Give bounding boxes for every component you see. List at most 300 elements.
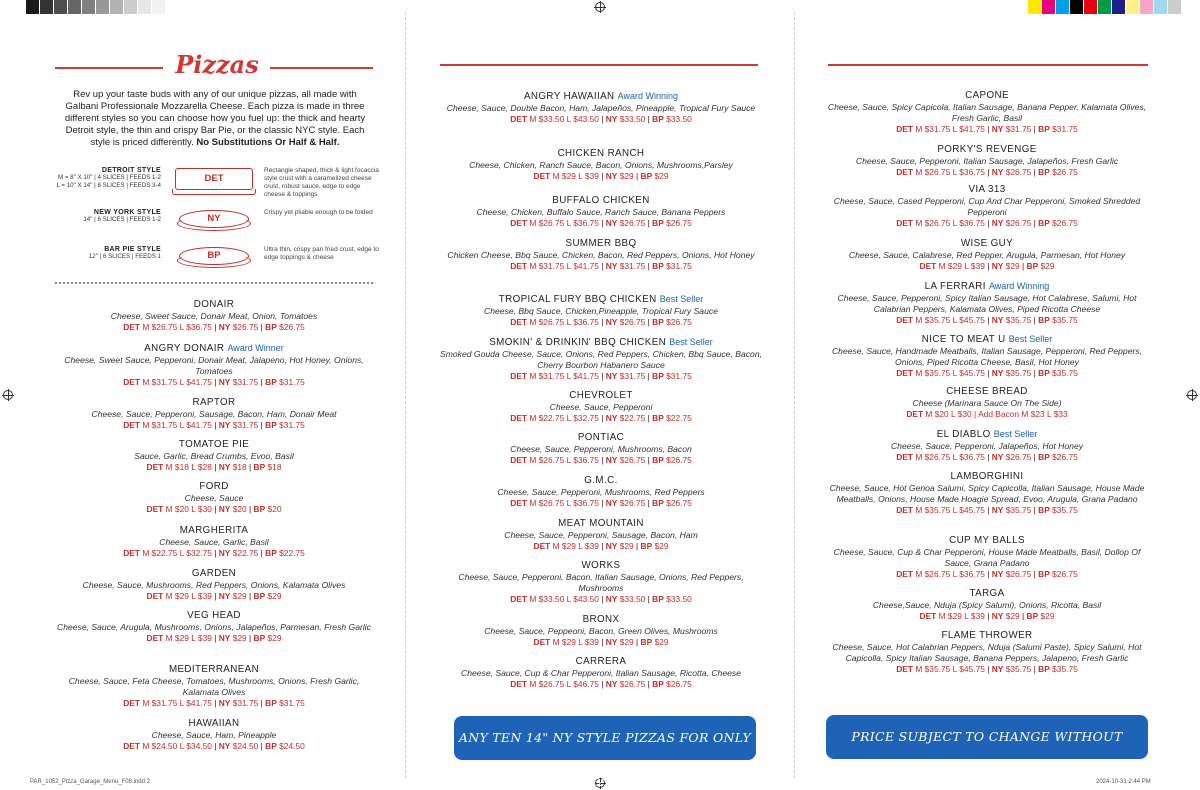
price-value: $24.50 [232, 741, 259, 751]
item-title: WORKS [581, 560, 621, 571]
price-label: NY [605, 218, 618, 228]
size-label: L [179, 420, 184, 430]
price-separator: | [984, 261, 992, 271]
price-value: $26.75 [1052, 569, 1078, 579]
menu-item [440, 195, 762, 229]
item-name [826, 471, 1148, 483]
price-label: DET [896, 664, 913, 674]
color-bar-left [26, 0, 180, 14]
size-label: M [915, 218, 923, 228]
price-label: BP [265, 698, 277, 708]
item-prices [826, 409, 1148, 420]
item-name [440, 90, 762, 103]
size-label: M [529, 261, 537, 271]
price-value: $23 [1030, 409, 1045, 419]
style-desc: Rectangle shaped, thick & light focaccia style crust with a caramelized cheese crust, robust sauce, edge to edge cheese & toppings [264, 167, 379, 198]
item-name [826, 144, 1148, 156]
style-size: 12" | 6 SLICES | FEEDS 1 [88, 253, 161, 260]
price-label: NY [605, 455, 618, 465]
style-label [31, 246, 161, 261]
size-label: L [952, 167, 957, 177]
price-value: $41.75 [573, 371, 599, 381]
price-label: DET [123, 548, 140, 558]
price-label: DET [510, 413, 527, 423]
size-label: L [566, 371, 571, 381]
size-label: M [165, 504, 173, 514]
price-value: $22.75 [151, 548, 178, 558]
size-label: M [915, 452, 923, 462]
price-value: $31.75 [1005, 124, 1032, 134]
price-value: $35.75 [1052, 664, 1078, 674]
menu-item [440, 432, 762, 466]
item-title: DONAIR [193, 299, 235, 310]
price-value: $36.75 [959, 167, 985, 177]
price-value: $29 [619, 171, 634, 181]
item-prices [440, 413, 762, 424]
size-label: M [142, 741, 150, 751]
price-label: BP [253, 591, 266, 601]
item-title: BUFFALO CHICKEN [552, 195, 650, 206]
item-title: CAPONE [965, 90, 1009, 101]
menu-item [440, 390, 762, 424]
item-prices [440, 114, 762, 125]
price-label: NY [605, 637, 618, 647]
price-separator: | [645, 594, 653, 604]
menu-item [55, 397, 373, 431]
item-prices [55, 462, 373, 473]
item-name [826, 630, 1148, 642]
item-description: Cheese, Sauce, Pepperoni, Italian Sausage, Jalapeños, Fresh Garlic [855, 156, 1119, 166]
size-label: M [529, 455, 537, 465]
size-label: M [552, 541, 560, 551]
item-description: Cheese, Sweet Sauce, Donair Meat, Onion, Tomatoes [110, 311, 318, 321]
price-value: $31.75 [666, 261, 692, 271]
size-label: L [952, 368, 957, 378]
price-separator: | [598, 541, 606, 551]
color-swatch [110, 0, 124, 14]
price-label: BP [1038, 124, 1050, 134]
price-value: $31.75 [619, 371, 646, 381]
price-value: $29 [174, 591, 189, 601]
price-label: BP [1038, 368, 1050, 378]
item-description: Cheese, Sauce, Hot Genoa Salumi, Spicy Capicolla, Italian Sausage, House Made Meatballs, Onions, House Made Hoagie Spread, Evoo, Arugula, Grana Padano [829, 483, 1145, 504]
menu-item [826, 184, 1148, 229]
price-value: $26.75 [538, 679, 565, 689]
item-prices [440, 498, 762, 509]
menu-item [440, 614, 762, 648]
price-value: $35.75 [1005, 664, 1032, 674]
style-label [31, 167, 161, 190]
price-separator: | [1031, 218, 1039, 228]
price-value: $26.75 [538, 498, 565, 508]
item-description: Cheese,Sauce, Nduja (Spicy Salumi), Onions, Ricotta, Basil [872, 600, 1102, 610]
price-value: $29 [619, 541, 634, 551]
size-label: L [578, 171, 583, 181]
price-value: $26.75 [619, 218, 646, 228]
menu-item [55, 481, 373, 515]
price-value: $26.75 [279, 322, 305, 332]
bar-pie-icon: BP [179, 247, 249, 265]
price-label: BP [640, 171, 653, 181]
style-detroit [45, 167, 379, 201]
size-label: L [191, 462, 196, 472]
detroit-pan-icon: DET [175, 168, 253, 190]
menu-item [826, 471, 1148, 516]
item-name [826, 535, 1148, 547]
size-label: M [529, 413, 537, 423]
price-value: $22.75 [619, 413, 646, 423]
price-label: DET [123, 322, 140, 332]
size-label: M [165, 591, 173, 601]
size-label: L [566, 455, 571, 465]
price-label: DET [896, 452, 913, 462]
color-bar-right [1028, 0, 1182, 14]
intro-bold: No Substitutions Or Half & Half. [196, 137, 340, 148]
price-label: NY [605, 371, 618, 381]
price-label: BP [640, 637, 653, 647]
size-label: L [1047, 409, 1052, 419]
item-title: LAMBORGHINI [950, 471, 1024, 482]
price-value: $36.75 [186, 322, 212, 332]
price-separator: | [645, 498, 653, 508]
item-name [55, 525, 373, 537]
size-label: L [179, 548, 184, 558]
menu-item [440, 238, 762, 272]
price-value: $29 [947, 611, 962, 621]
price-value: $39 [584, 171, 599, 181]
item-description: Sauce, Garlic, Bread Crumbs, Evoo, Basil [134, 451, 294, 461]
price-label: NY [605, 114, 618, 124]
price-label: NY [605, 498, 618, 508]
registration-mark-icon [1187, 390, 1197, 400]
price-value: $31.75 [538, 371, 565, 381]
price-separator: | [984, 124, 992, 134]
item-prices [440, 171, 762, 182]
size-label: L [952, 218, 957, 228]
price-value: $26.75 [924, 167, 951, 177]
size-label: L [179, 741, 184, 751]
price-separator: | [1019, 261, 1027, 271]
item-description: Cheese, Sauce, Handmade Meatballs, Italian Sausage, Pepperoni, Red Peppers, Onions, Piped Ricotta Cheese, Basil, Hot Honey [831, 346, 1143, 367]
price-value: $33.50 [538, 114, 565, 124]
item-prices [440, 455, 762, 466]
size-label: M [529, 498, 537, 508]
item-description: Cheese, Sauce, Ham, Pineapple [151, 730, 277, 740]
size-label: L [566, 413, 571, 423]
price-value: $26.75 [666, 679, 692, 689]
price-value: $39 [584, 541, 599, 551]
price-separator: | [598, 455, 606, 465]
price-value: $20 [934, 409, 949, 419]
item-name [440, 656, 762, 668]
item-title: FORD [199, 481, 229, 492]
price-separator: | [598, 413, 606, 423]
price-separator: | [645, 455, 653, 465]
color-swatch [96, 0, 110, 14]
item-prices [55, 322, 373, 333]
price-label: NY [991, 167, 1004, 177]
item-description: Cheese, Sauce, Pepperoni, Mushrooms, Bacon [510, 444, 692, 454]
price-value: $26.75 [924, 569, 951, 579]
menu-item [55, 299, 373, 333]
menu-item [826, 144, 1148, 178]
price-label: DET [896, 315, 913, 325]
size-label: L [952, 505, 957, 515]
price-value: $31.75 [1052, 124, 1078, 134]
size-label: L [566, 218, 571, 228]
size-label: L [578, 637, 583, 647]
price-separator: | [1031, 505, 1039, 515]
item-prices [826, 218, 1148, 229]
item-name [440, 336, 762, 349]
size-label: L [179, 322, 184, 332]
size-label: M [142, 377, 150, 387]
price-value: $41.75 [186, 698, 212, 708]
price-value: $26.75 [619, 317, 646, 327]
price-label: BP [265, 377, 277, 387]
item-description: Cheese, Sauce, Cased Pepperoni, Cup And Char Pepperoni, Smoked Shredded Pepperoni [833, 196, 1141, 217]
size-label: L [964, 611, 969, 621]
price-separator: | [211, 462, 219, 472]
color-swatch [1028, 0, 1042, 14]
intro-body: Rev up your taste buds with any of our unique pizzas, all made with Galbani Professionale Mozzarella Cheese. Each pizza is made in three different styles so you can choose how you fuel up: the thick and hearty Detroit style, the thin and crispy Bar Pie, or the classic NYC style. Each style is priced differently. [64, 89, 366, 148]
price-separator: | [1031, 167, 1039, 177]
color-swatch [1112, 0, 1126, 14]
price-value: $32.75 [186, 548, 212, 558]
color-swatch [26, 0, 40, 14]
item-title: TARGA [969, 588, 1005, 599]
item-name [826, 386, 1148, 398]
item-name [440, 148, 762, 160]
price-label: DET [510, 455, 527, 465]
price-value: $26.75 [232, 322, 259, 332]
size-label: L [952, 124, 957, 134]
price-separator: | [211, 377, 219, 387]
item-name [440, 293, 762, 306]
price-separator: | [246, 633, 254, 643]
item-description: Cheese, Sauce, Feta Cheese, Tomatoes, Mushrooms, Onions, Fresh Garlic, Kalamata Olives [68, 676, 360, 697]
size-label: L [566, 594, 571, 604]
menu-item [826, 333, 1148, 379]
price-value: $31.75 [279, 420, 305, 430]
price-value: $45.75 [959, 368, 985, 378]
item-title: CHICKEN RANCH [557, 148, 645, 159]
price-label: BP [1026, 261, 1039, 271]
item-name [55, 664, 373, 676]
price-value: $39 [584, 637, 599, 647]
price-separator: | [258, 322, 266, 332]
price-separator: | [246, 591, 254, 601]
color-swatch [1084, 0, 1098, 14]
menu-item [826, 90, 1148, 135]
price-separator: | [1031, 569, 1039, 579]
price-value: $18 [267, 462, 282, 472]
price-separator: | [598, 317, 606, 327]
price-separator: | [598, 679, 606, 689]
style-desc: Ultra thin, crispy pan fried crust, edge to edge toppings & cheese [264, 246, 379, 261]
price-separator: | [984, 664, 992, 674]
price-value: $30 [197, 504, 212, 514]
price-label: DET [146, 462, 164, 472]
price-label: NY [605, 594, 618, 604]
price-value: $31.75 [151, 420, 178, 430]
item-prices [826, 315, 1148, 326]
item-name [440, 390, 762, 402]
price-separator: | [645, 413, 653, 423]
color-swatch [1126, 0, 1140, 14]
item-prices [440, 679, 762, 690]
size-label: L [566, 679, 571, 689]
item-title: CUP MY BALLS [949, 535, 1025, 546]
size-label: L [952, 569, 957, 579]
price-value: $24.50 [151, 741, 178, 751]
promo-text: ANY TEN 14" NY STYLE PIZZAS FOR ONLY $250 [458, 730, 752, 789]
price-separator: | [984, 218, 992, 228]
menu-item [55, 525, 373, 559]
item-description: Cheese, Sauce, Calabrese, Red Pepper, Arugula, Parmesan, Hot Honey [848, 250, 1126, 260]
price-label: NY [605, 317, 618, 327]
price-separator: | [984, 569, 992, 579]
color-swatch [1098, 0, 1112, 14]
price-separator: | [1031, 368, 1039, 378]
price-value: $31.75 [538, 261, 565, 271]
price-value: $26.75 [619, 498, 646, 508]
item-description: Cheese, Bbq Sauce, Chicken,Pineapple, Tropical Fury Sauce [484, 306, 718, 316]
item-description: Cheese, Sauce, Pepperoni, Bacon, Italian Sausage, Onions, Red Peppers, Mushrooms [458, 572, 744, 593]
item-prices [55, 420, 373, 431]
size-label: L [191, 504, 196, 514]
price-value: $33.50 [538, 594, 565, 604]
size-label: M [915, 664, 923, 674]
price-value: $29 [174, 633, 189, 643]
price-value: $39 [197, 633, 212, 643]
menu-item [55, 439, 373, 473]
menu-item [440, 518, 762, 552]
menu-item [826, 386, 1148, 420]
item-title: G.M.C. [584, 475, 618, 486]
size-label: M [142, 548, 150, 558]
size-label: M [529, 371, 537, 381]
price-label: BP [652, 413, 664, 423]
item-title: HAWAIIAN [188, 718, 240, 729]
item-name [55, 610, 373, 622]
price-value: $41.75 [186, 377, 212, 387]
item-tag: Award Winning [988, 281, 1050, 291]
price-addon: | Add Bacon [974, 409, 1020, 419]
style-label [31, 209, 161, 224]
price-value: $31.75 [232, 377, 259, 387]
price-value: $35.75 [924, 664, 951, 674]
item-title: MARGHERITA [179, 525, 249, 536]
price-separator: | [1019, 611, 1027, 621]
size-label: L [952, 452, 957, 462]
price-value: $26.75 [666, 498, 692, 508]
price-label: DET [533, 171, 551, 181]
price-value: $45.75 [959, 664, 985, 674]
price-label: BP [1038, 452, 1050, 462]
price-label: BP [253, 462, 266, 472]
price-value: $35.75 [924, 368, 951, 378]
item-name [826, 588, 1148, 600]
price-separator: | [645, 114, 653, 124]
price-label: BP [1038, 167, 1050, 177]
price-separator: | [211, 420, 219, 430]
price-label: BP [265, 420, 277, 430]
item-description: Cheese, Sauce, Peppeoni, Bacon, Green Olives, Mushrooms [484, 626, 718, 636]
ny-pie-icon: NY [179, 210, 249, 228]
price-value: $29 [1040, 611, 1055, 621]
menu-item [55, 342, 373, 388]
price-separator: | [645, 679, 653, 689]
size-label: L [578, 541, 583, 551]
price-value: $26.75 [1005, 452, 1032, 462]
item-name [440, 238, 762, 250]
price-value: $22.75 [538, 413, 565, 423]
price-value: $29 [561, 171, 576, 181]
item-title: SUMMER BBQ [565, 238, 637, 249]
price-value: $35.75 [1052, 505, 1078, 515]
price-label: NY [218, 377, 231, 387]
item-title: ANGRY HAWAIIAN [523, 91, 615, 102]
size-label: M [915, 505, 923, 515]
price-label: DET [510, 498, 527, 508]
size-label: M [529, 317, 537, 327]
price-value: $29 [654, 637, 669, 647]
price-label: DET [510, 114, 527, 124]
item-prices [440, 637, 762, 648]
item-description: Smoked Gouda Cheese, Sauce, Onions, Red Peppers, Chicken, Bbq Sauce, Bacon, Cherry Bourbon Habanero Sauce [440, 349, 762, 370]
price-label: DET [123, 377, 140, 387]
item-tag: Best Seller [993, 429, 1038, 439]
item-prices [440, 594, 762, 605]
dotted-divider [55, 282, 373, 284]
menu-item [826, 588, 1148, 622]
price-separator: | [633, 171, 641, 181]
price-label: NY [218, 322, 231, 332]
size-label: L [566, 114, 571, 124]
item-prices [440, 541, 762, 552]
price-value: $39 [197, 591, 212, 601]
item-title: EL DIABLO [936, 429, 991, 440]
size-label: M [915, 315, 923, 325]
price-label: NY [218, 698, 231, 708]
price-value: $29 [1005, 261, 1020, 271]
price-label: DET [906, 409, 924, 419]
style-desc: Crispy yet pliable enough to be folded [264, 209, 373, 216]
item-name [55, 342, 373, 355]
item-prices [826, 452, 1148, 463]
price-value: $33 [1053, 409, 1068, 419]
price-value: $41.75 [186, 420, 212, 430]
price-value: $22.75 [232, 548, 259, 558]
item-description: Cheese, Sauce, Pepperoni, Sausage, Bacon, Ham [504, 530, 698, 540]
price-label: DET [123, 741, 140, 751]
item-tag: Best Seller [1008, 334, 1053, 344]
registration-mark-icon [595, 2, 605, 12]
color-swatch [1070, 0, 1084, 14]
item-description: Cheese, Sauce, Pepperoni, Mushrooms, Red Peppers [497, 487, 705, 497]
price-label: NY [991, 124, 1004, 134]
price-label: BP [1038, 218, 1050, 228]
price-value: $31.75 [151, 698, 178, 708]
item-name [826, 90, 1148, 102]
price-value: $36.75 [959, 569, 985, 579]
item-name [440, 475, 762, 487]
price-value: $33.50 [666, 594, 692, 604]
item-title: BRONX [582, 614, 620, 625]
fold-line [405, 12, 406, 778]
color-swatch [138, 0, 152, 14]
